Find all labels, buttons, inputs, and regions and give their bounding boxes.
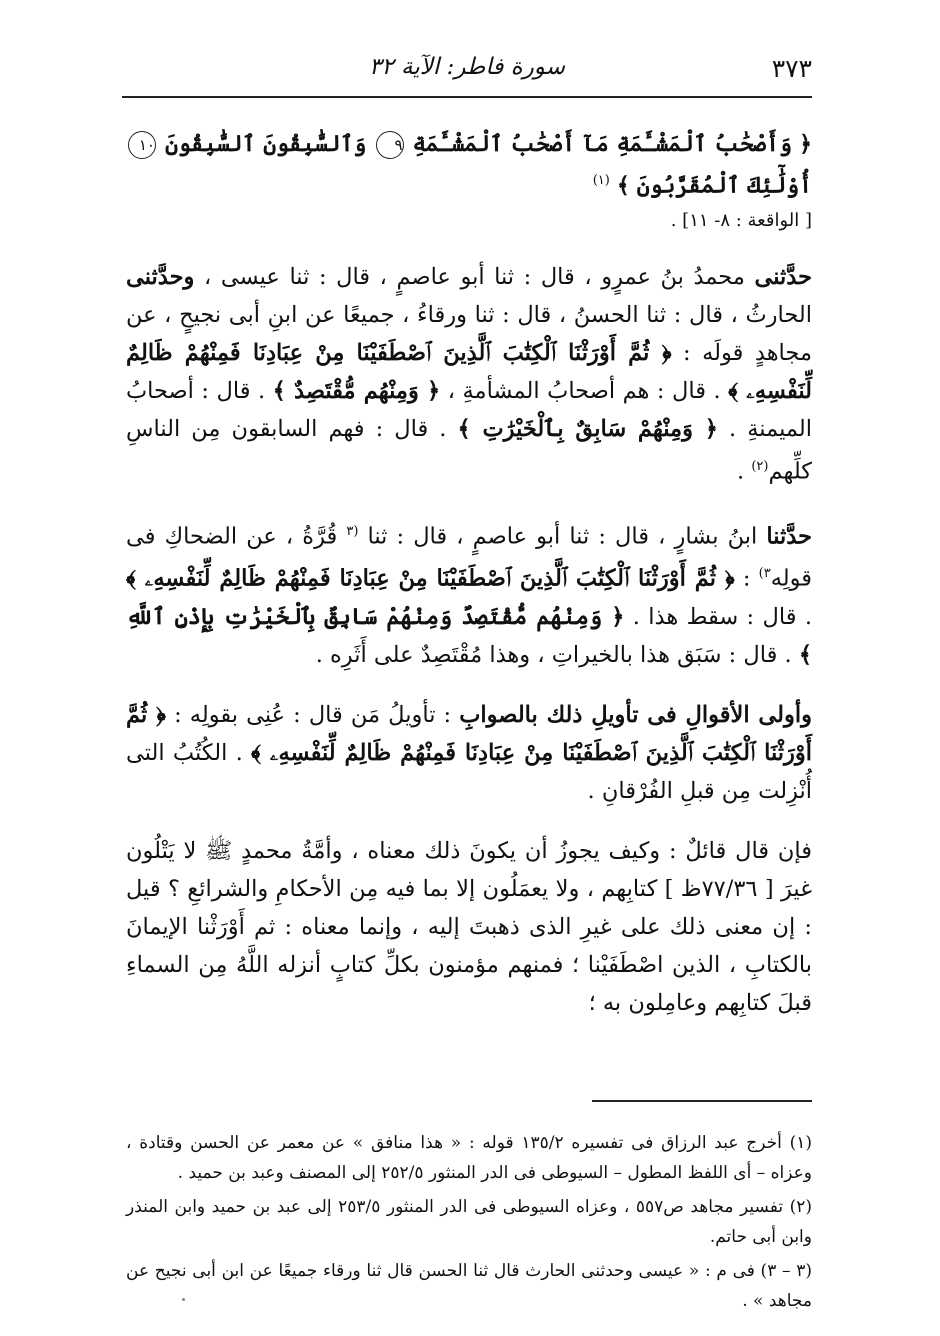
quran-quote: ﴿ وَمِنْهُم مُّقْتَصِدٌ وَمِنْهُمْ سَابِقٌ بِٱلْخَيْرَٰتِ بِإِذْنِ ٱللَّهِ ﴾ <box>126 603 812 668</box>
text-run: . قال : فهم السابقون مِن الناسِ كلِّهم <box>126 416 812 485</box>
text-run: . <box>737 458 752 485</box>
page-header <box>122 52 812 98</box>
quran-close-bracket: ﴾ <box>616 172 630 199</box>
text-run: : تأويلُ مَن قال : عُنِى بقولِه : <box>166 701 460 728</box>
page-number: ٣٧٣ <box>771 54 812 83</box>
quran-quote: ﴿ وَمِنْهُم مُّقْتَصِدٌ ﴾ <box>272 378 441 405</box>
scan-speck <box>182 1298 185 1301</box>
quran-verse-block <box>126 126 812 204</box>
footnote-ref: (٣ <box>346 523 359 539</box>
text-run: محمدُ بنُ عمرٍو ، قال : ثنا أبو عاصمٍ ، قال : ثنا عيسى ، <box>194 264 755 291</box>
quran-verse-text: وَأَصْحَٰبُ ٱلْمَشْـَٔمَةِ مَآ أَصْحَٰبُ ٱلْمَشْـَٔمَةِ <box>412 131 792 157</box>
quran-quote: ﴿ وَمِنْهُمْ سَابِقٌ بِٱلْخَيْرَٰتِ ﴾ <box>457 416 718 443</box>
ayah-number-10: ١٠ <box>128 131 156 159</box>
running-title: سورة فاطر: الآية ٣٢ <box>369 54 565 80</box>
text-run: . قال : سَبَق هذا بالخيراتِ ، وهذا مُقْتَصِدٌ على أَثَرِه . <box>315 641 799 668</box>
paragraph-2 <box>126 513 812 674</box>
footnotes <box>126 1128 812 1320</box>
section-lead: وأولى الأقوالِ فى تأويلِ ذلك بالصوابِ <box>459 701 812 728</box>
quran-quote: ﴿ ثُمَّ أَوْرَثْنَا ٱلْكِتَٰبَ ٱلَّذِينَ ٱصْطَفَيْنَا مِنْ عِبَادِنَا فَمِنْهُمْ ظَالِمٌ لِّنَفْسِهِۦ ﴾ <box>126 701 812 766</box>
text-run: . الكُتُبُ التى أُنْزِلت مِن قبلِ الفُرْقانِ . <box>126 739 812 804</box>
text-run: : <box>734 565 759 592</box>
quran-quote: ﴿ ثُمَّ أَوْرَثْنَا ٱلْكِتَٰبَ ٱلَّذِينَ ٱصْطَفَيْنَا مِنْ عِبَادِنَا فَمِنْهُمْ ظَالِمٌ لِّنَفْسِهِۦ ﴾ <box>126 340 813 405</box>
paragraph-1 <box>126 258 812 491</box>
paragraph-4: فإن قال قائلٌ : وكيف يجوزُ أن يكونَ ذلك معناه ، وأمَّةُ محمدٍ ﷺ لا يَتْلُون غيرَ [ ٧٧/٣٦ظ ] كتابِهم ، ولا يعمَلُون إلا بما فيه مِن الأحكامِ والشرائعِ ؟ قيل : إن معنى ذلك على غيرِ الذى ذهبتَ إليه ، وإنما معناه : ثم أَوْرَثْنا الإيمانَ بالكتابِ ، الذين اصْطَفَيْنا ؛ فمنهم مؤمنون بكلِّ كتابٍ أنزله اللَّهُ مِن السماءِ قبلَ كتابِهم وعامِلون به ؛ <box>126 837 812 1016</box>
ayah-number-9: ٩ <box>376 131 404 159</box>
text-run: قُرَّةُ ، عن الضحاكِ فى قولِه <box>126 523 813 592</box>
text-run: . قال : هم أصحابُ المشأمةِ ، <box>440 378 729 405</box>
main-text <box>126 126 812 1022</box>
footnote-2: (٢) تفسير مجاهد ص٥٥٧ ، وعزاه السيوطى فى الدر المنثور ٢٥٣/٥ إلى عبد بن حميد وابن المنذر وابن أبى حاتم. <box>126 1197 812 1247</box>
text-run: ابنُ بشارٍ ، قال : ثنا أبو عاصمٍ ، قال : ثنا <box>358 523 767 550</box>
isnad-lead: وحدَّثنى <box>126 264 195 291</box>
paragraph-3 <box>126 696 812 810</box>
text-run: . قال : أصحابُ الميمنةِ . <box>126 378 812 443</box>
footnote-3: (٣ – ٣) فى م : « عيسى وحدثنى الحارث قال ثنا الحسن قال ثنا ورقاء جميعًا عن ابن أبى نجيح عن مجاهد » . <box>126 1261 813 1311</box>
footnote-ref: (٢) <box>751 459 769 475</box>
text-run: . قال : سقط هذا . <box>624 603 812 630</box>
quran-quote: ﴿ ثُمَّ أَوْرَثْنَا ٱلْكِتَٰبَ ٱلَّذِينَ ٱصْطَفَيْنَا مِنْ عِبَادِنَا فَمِنْهُمْ ظَالِمٌ لِّنَفْسِهِۦ ﴾ <box>126 565 735 592</box>
footnote-divider <box>592 1100 812 1102</box>
verse-citation: [ الواقعة : ٨- ١١] . <box>670 210 812 232</box>
footnote-ref: ٣) <box>758 566 771 582</box>
footnote-1: (١) أخرج عبد الرزاق فى تفسيره ١٣٥/٢ قوله : « هذا منافق » عن معمر عن الحسن وقتادة ، وعزاه – أى اللفظ المطول – السيوطى فى الدر المنثور ٢٥٢/٥ إلى المصنف وعبد بن حميد . <box>126 1133 813 1183</box>
quran-verse-text: وَٱلسَّٰبِقُونَ ٱلسَّٰبِقُونَ <box>165 131 367 157</box>
text-run: الحارثُ ، قال : ثنا الحسنُ ، قال : ثنا ورقاءُ ، جميعًا عن ابنِ أبى نجيحٍ ، عن مجاهدٍ قولَه : <box>126 302 812 367</box>
isnad-lead: حدَّثنى <box>754 264 812 291</box>
quran-open-bracket: ﴿ <box>799 131 813 157</box>
footnote-ref: (١) <box>592 173 610 188</box>
isnad-lead: حدَّثنا <box>766 523 812 550</box>
quran-verse-text: أُوْلَٰٓئِكَ ٱلْمُقَرَّبُونَ <box>636 172 812 199</box>
